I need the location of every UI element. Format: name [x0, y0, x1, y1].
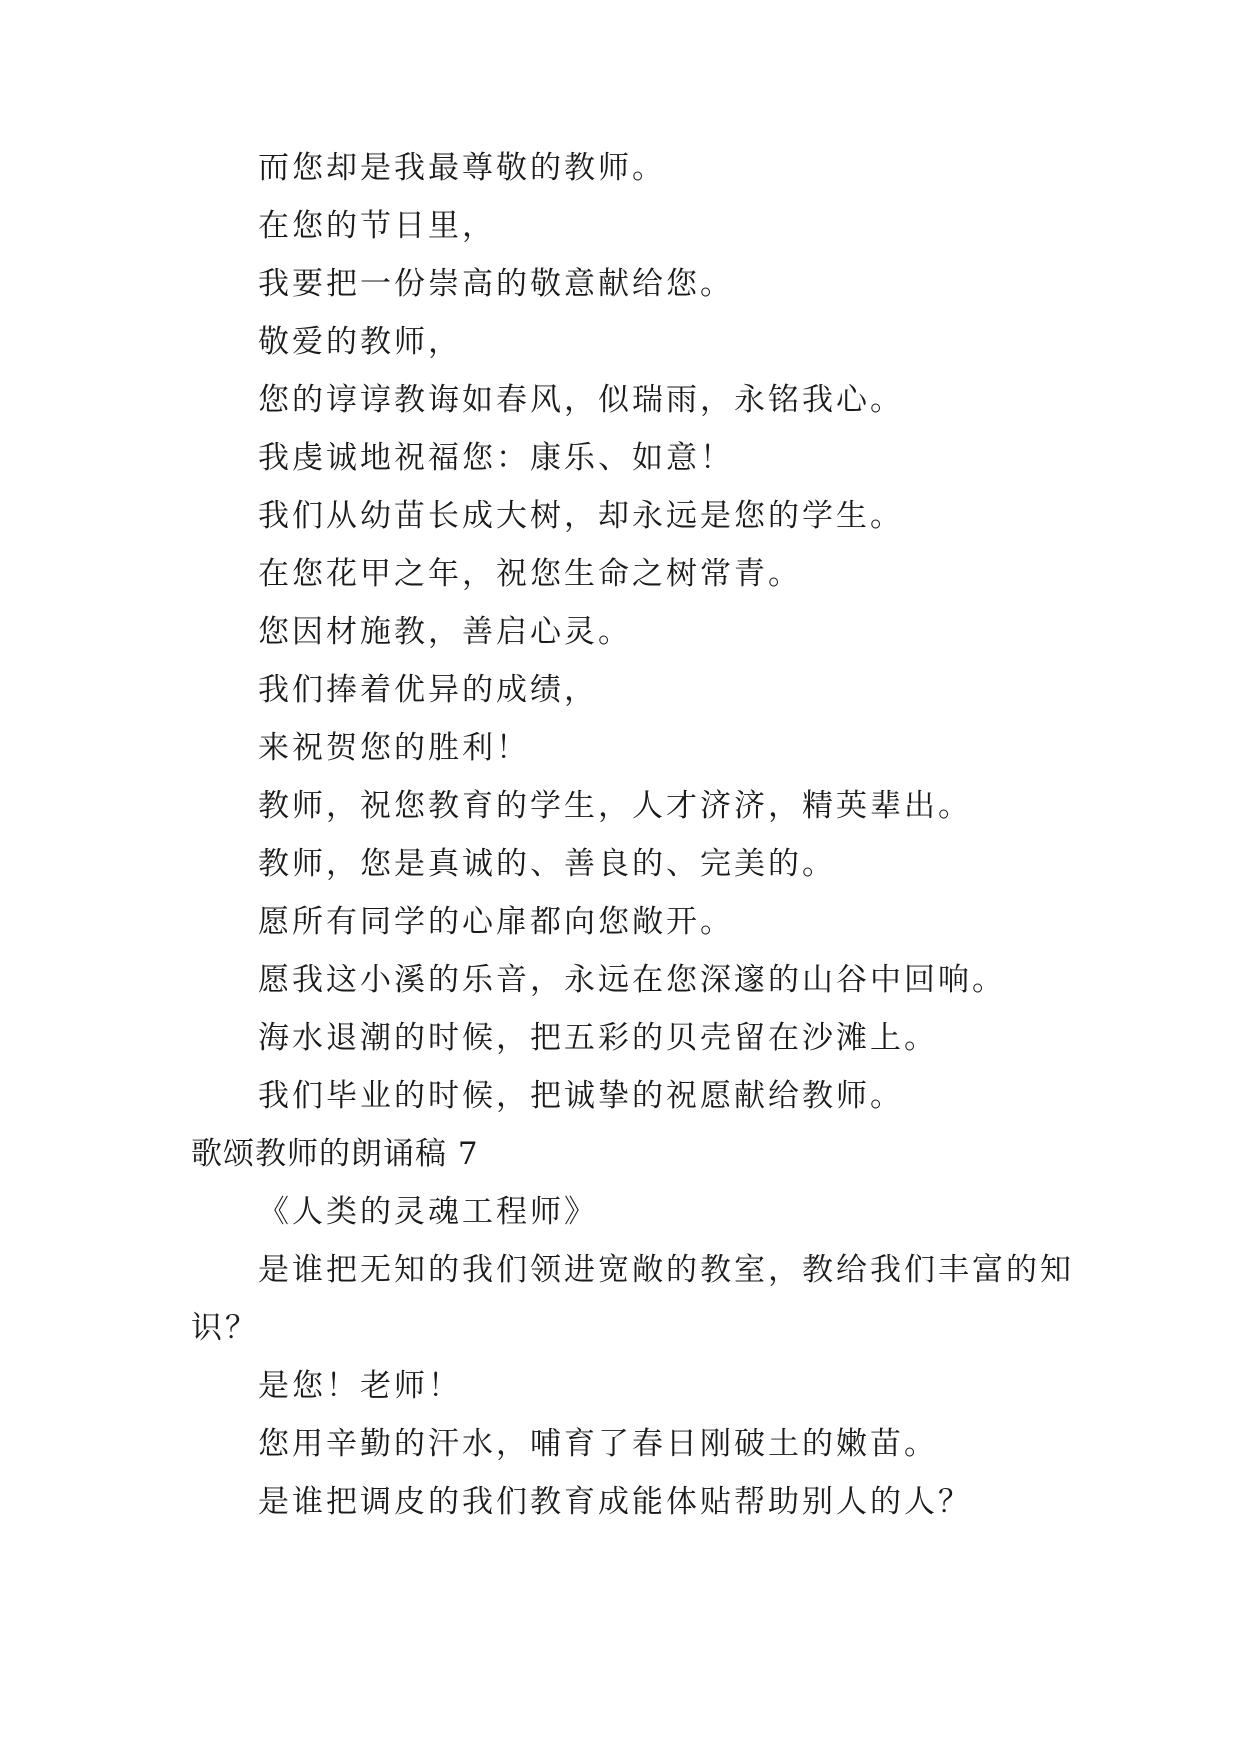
text-line: 我要把一份崇高的敬意献给您。 — [258, 266, 734, 302]
text-line: 而您却是我最尊敬的教师。 — [258, 150, 666, 186]
text-line: 在您花甲之年，祝您生命之树常青。 — [258, 556, 802, 592]
text-line: 愿我这小溪的乐音，永远在您深邃的山谷中回响。 — [258, 962, 1006, 998]
text-line: 您的谆谆教诲如春风，似瑞雨，永铭我心。 — [258, 382, 904, 418]
text-line: 我们捧着优异的成绩， — [258, 672, 598, 708]
text-line: 我们从幼苗长成大树，却永远是您的学生。 — [258, 498, 904, 534]
text-line: 来祝贺您的胜利！ — [258, 730, 530, 766]
section-heading: 歌颂教师的朗诵稿 7 — [191, 1136, 479, 1172]
text-line: 愿所有同学的心扉都向您敞开。 — [258, 904, 734, 940]
text-line: 教师，您是真诚的、善良的、完美的。 — [258, 846, 836, 882]
text-line: 海水退潮的时候，把五彩的贝壳留在沙滩上。 — [258, 1020, 938, 1056]
text-line: 是谁把无知的我们领进宽敞的教室，教给我们丰富的知 — [258, 1252, 1074, 1288]
text-line: 是谁把调皮的我们教育成能体贴帮助别人的人？ — [258, 1484, 972, 1520]
text-line: 识？ — [191, 1310, 259, 1346]
text-line: 敬爱的教师， — [258, 324, 462, 360]
text-line: 我们毕业的时候，把诚挚的祝愿献给教师。 — [258, 1078, 904, 1114]
text-line: 您用辛勤的汗水，哺育了春日刚破土的嫩苗。 — [258, 1426, 938, 1462]
poem-title: 《人类的灵魂工程师》 — [258, 1194, 598, 1230]
text-line: 教师，祝您教育的学生，人才济济，精英辈出。 — [258, 788, 972, 824]
text-line: 在您的节日里， — [258, 208, 496, 244]
text-line: 是您！老师！ — [258, 1368, 462, 1404]
text-line: 您因材施教，善启心灵。 — [258, 614, 632, 650]
text-line: 我虔诚地祝福您：康乐、如意！ — [258, 440, 734, 476]
